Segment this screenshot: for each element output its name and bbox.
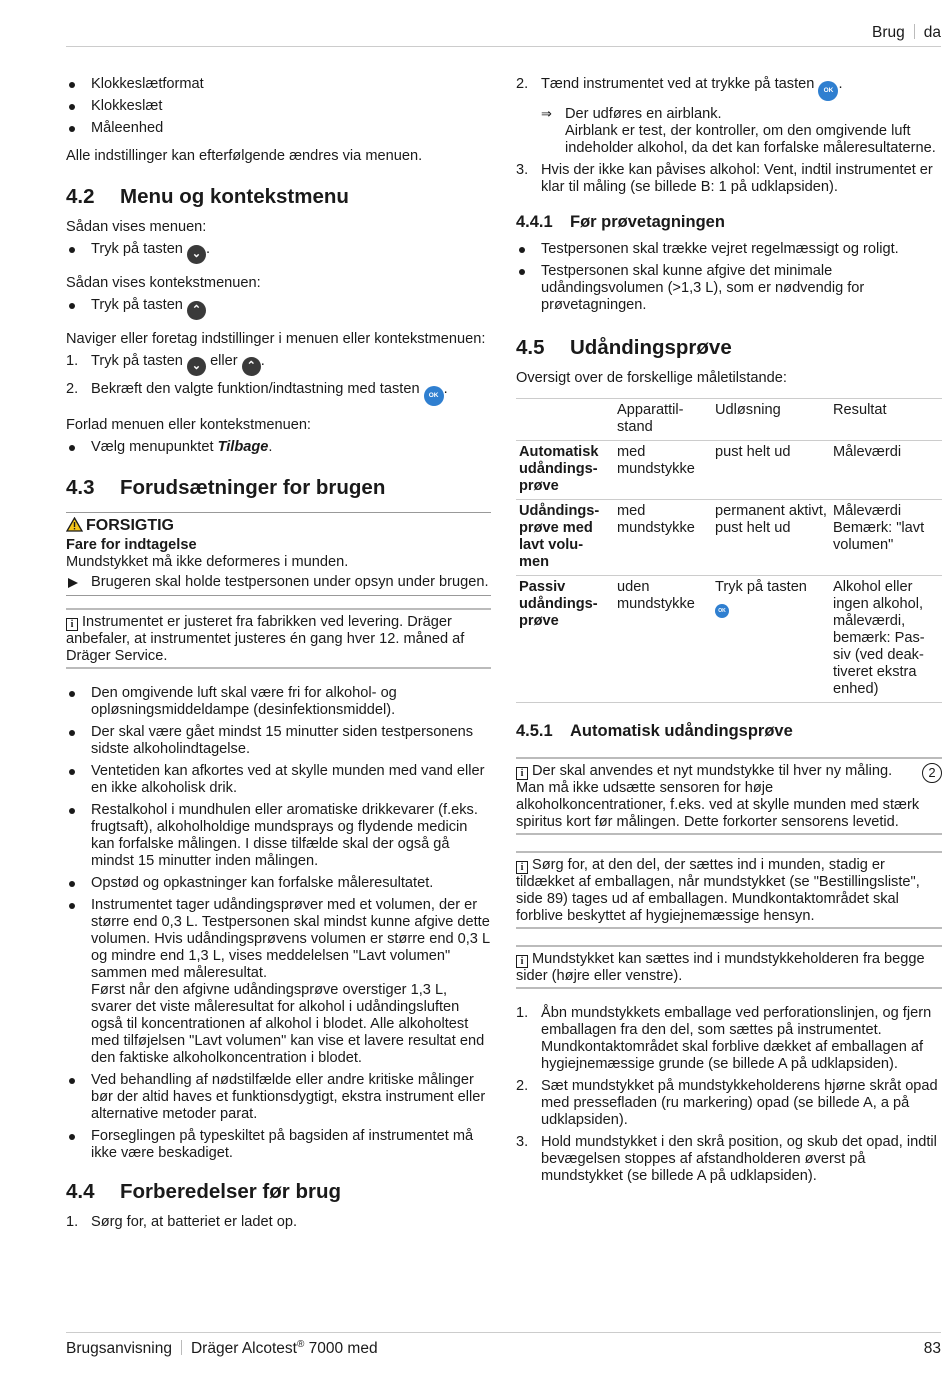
table-cell: Passiv udåndings- prøve bbox=[516, 576, 614, 703]
footer-document: Brugsanvisning bbox=[66, 1340, 172, 1357]
bullet-list bbox=[66, 297, 491, 320]
step-list bbox=[66, 1214, 491, 1231]
paragraph: Forlad menuen eller kontekstmenuen: bbox=[66, 417, 311, 433]
step-list bbox=[516, 76, 942, 101]
caution-action: Brugeren skal holde testpersonen under opsyn under brugen. bbox=[66, 574, 491, 591]
bullet-list bbox=[516, 241, 942, 314]
step-text: Tryk på tasten bbox=[91, 353, 183, 369]
list-item: Ved behandling af nødstilfælde eller andre kritiske målinger bør der altid haves et funktionsdygtigt, ekstra instrument eller alternative metoder parat. bbox=[66, 1072, 491, 1123]
section-title: Menu og kontekstmenu bbox=[120, 185, 349, 208]
section-title: Automatisk udåndingsprøve bbox=[570, 722, 793, 740]
section-number: 4.4.1 bbox=[516, 213, 553, 231]
list-item: Forseglingen på typeskiltet på bagsiden af instrumentet må ikke være beskadiget. bbox=[66, 1128, 491, 1162]
section-heading-4-5-1 bbox=[516, 721, 942, 741]
list-item: Klokkeslæt bbox=[66, 98, 491, 115]
step-text: Hold mundstykket i den skrå position, og skub det opad, indtil bevægelsen stoppes af afstandholderen øverst på mundstykket (se billede A på udklapsiden). bbox=[541, 1134, 937, 1184]
info-note bbox=[516, 945, 942, 989]
section-heading-4-4-1 bbox=[516, 212, 942, 232]
list-item-text: Vælg menupunktet bbox=[91, 439, 214, 455]
bullet-list bbox=[66, 241, 491, 264]
step-number: 3. bbox=[516, 1134, 529, 1150]
list-item: Måleenhed bbox=[66, 120, 491, 137]
list-item-text: Tryk på tasten bbox=[91, 241, 183, 257]
paragraph: Naviger eller foretag indstillinger i menuen eller kontekstmenuen: bbox=[66, 331, 486, 347]
list-item: Restalkohol i mundhulen eller aromatiske drikkevarer (f.eks. frugtsaft), alkoholholdige mundsprays og flydende medicin kan forfalske målingen. I disse tilfælde skal der også gå mindst 15 minutter inden målingen. bbox=[66, 802, 491, 870]
info-icon: i bbox=[516, 767, 528, 780]
menu-item-name: Tilbage bbox=[217, 439, 269, 455]
warning-triangle-icon bbox=[66, 517, 83, 537]
table-cell: pust helt ud bbox=[712, 441, 830, 500]
list-item bbox=[66, 297, 491, 320]
caution-label: FORSIGTIG bbox=[86, 517, 174, 534]
table-row bbox=[516, 576, 942, 703]
note-text: Mundstykket kan sættes ind i mundstykkeholderen fra begge sider (højre eller venstre). bbox=[516, 951, 925, 984]
result-text: ⇒ Der udføres en airblank. bbox=[565, 106, 722, 122]
table-cell: Automatisk udåndings- prøve bbox=[516, 441, 614, 500]
header-divider bbox=[914, 24, 915, 39]
list-item bbox=[66, 897, 491, 1067]
note-text: Instrumentet er justeret fra fabrikken ved levering. Dräger anbefaler, at instrumentet justeres én gang hver 12. måned af Dräger Service. bbox=[66, 614, 465, 664]
section-heading-4-5 bbox=[516, 336, 942, 360]
list-item bbox=[516, 1078, 942, 1129]
list-item: Vælg menupunktet Tilbage. bbox=[66, 439, 491, 456]
marker-2-icon: 2 bbox=[922, 763, 942, 783]
menu-key-icon: ⌄ bbox=[187, 357, 206, 376]
step-list bbox=[516, 1005, 942, 1185]
cell-text: Tryk på tasten bbox=[715, 579, 807, 595]
list-item: Den omgivende luft skal være fri for alkohol- og opløsningsmiddeldampe (desinfektionsmiddel). bbox=[66, 685, 491, 719]
caution-subtitle: Fare for indtagelse bbox=[66, 537, 197, 553]
list-item: Der skal være gået mindst 15 minutter siden testpersonens sidste alkoholindtagelse. bbox=[66, 724, 491, 758]
table-header: Resultat bbox=[830, 399, 942, 441]
list-item: 2. Bekræft den valgte funktion/indtastning med tasten OK . bbox=[66, 381, 491, 406]
info-icon: i bbox=[516, 861, 528, 874]
info-note bbox=[516, 851, 942, 929]
table-cell: Udåndings- prøve med lavt volu- men bbox=[516, 500, 614, 576]
table-header bbox=[516, 399, 614, 441]
step-text: Sørg for, at batteriet er ladet op. bbox=[91, 1214, 298, 1230]
left-column bbox=[66, 76, 491, 1236]
step-number: 2. bbox=[66, 381, 79, 397]
section-title: Udåndingsprøve bbox=[570, 336, 732, 359]
ok-key-icon: OK bbox=[715, 604, 729, 618]
section-heading-4-3 bbox=[66, 476, 491, 500]
section-number: 4.3 bbox=[66, 476, 95, 499]
section-title: Forudsætninger for brugen bbox=[120, 476, 386, 499]
step-number: 1. bbox=[66, 1214, 79, 1230]
paragraph: Alle indstillinger kan efterfølgende ændres via menuen. bbox=[66, 148, 423, 164]
header-language: da bbox=[923, 24, 941, 41]
info-note bbox=[66, 608, 491, 669]
footer-model: 7000 med bbox=[308, 1340, 378, 1357]
section-title: Før prøvetagningen bbox=[570, 213, 725, 231]
step-text: eller bbox=[210, 353, 238, 369]
list-item: 2. Tænd instrumentet ved at trykke på tasten OK . bbox=[516, 76, 942, 101]
table-header-row bbox=[516, 399, 942, 441]
step-text: Hvis der ikke kan påvises alkohol: Vent, indtil instrumentet er klar til måling (se billede B: 1 på udklapsiden). bbox=[541, 162, 933, 195]
note-text: Der skal anvendes et nyt mundstykke til hver ny måling. Man må ikke udsætte sensoren for høje alkoholkoncentrationer, f.eks. ved at skylle munden med stærk spiritus kort før målingen. Dette forkorter sensorens levetid. bbox=[516, 763, 920, 830]
section-number: 4.5.1 bbox=[516, 722, 553, 740]
section-number: 4.5 bbox=[516, 336, 545, 359]
context-key-icon: ⌃ bbox=[242, 357, 261, 376]
context-key-icon: ⌃ bbox=[187, 301, 206, 320]
page-footer bbox=[66, 1332, 941, 1357]
step-text: Bekræft den valgte funktion/indtastning med tasten bbox=[91, 381, 420, 397]
info-note bbox=[516, 757, 942, 835]
registered-mark: ® bbox=[296, 1338, 305, 1350]
step-text: Sæt mundstykket på mundstykkeholderens hjørne skråt opad med pressefladen (ru markering) opad (se billede A, a på udklapsiden). bbox=[541, 1078, 938, 1128]
paragraph: Oversigt over de forskellige måletilstande: bbox=[516, 370, 787, 386]
info-icon: i bbox=[66, 618, 78, 631]
list-item: Testpersonen skal kunne afgive det minimale udåndingsvolumen (>1,3 L), som er nødvendig for prøvetagningen. bbox=[516, 263, 942, 314]
step-number: 3. bbox=[516, 162, 529, 178]
footer-divider bbox=[181, 1340, 182, 1355]
section-heading-4-4 bbox=[66, 1180, 491, 1204]
step-number: 2. bbox=[516, 76, 529, 92]
requirements-list bbox=[66, 685, 491, 1162]
step-list bbox=[516, 162, 942, 196]
table-cell: Måleværdi Bemærk: "lavt volumen" bbox=[830, 500, 942, 576]
bullet-list bbox=[66, 439, 491, 456]
table-cell: uden mundstykke bbox=[614, 576, 712, 703]
info-icon: i bbox=[516, 955, 528, 968]
list-item-text: Først når den afgivne udåndingsprøve overstiger 1,3 L, svarer det viste måleresultat for alkohol i udåndingsluften også til koncentrationen af alkohol i blodet. Alle alkoholtest med tilføjelsen "Lavt volumen" kan vise et lavere resultat end den faktiske alkoholkoncentration i blodet. bbox=[91, 982, 485, 1066]
table-row bbox=[516, 500, 942, 576]
section-title: Forberedelser før brug bbox=[120, 1180, 341, 1203]
list-item-text: Tryk på tasten bbox=[91, 297, 183, 313]
caution-text: Mundstykket må ikke deformeres i munden. bbox=[66, 554, 349, 570]
step-text: Åbn mundstykkets emballage ved perforationslinjen, og fjern emballagen fra den del, som sættes på instrumentet. Mundkontaktområdet skal forblive dækket af emballagen af hygiejnemæssige grunde (se billede A på udklapsiden). bbox=[541, 1005, 932, 1072]
list-item-text: Instrumentet tager udåndingsprøver med et volumen, der er større end 0,3 L. Testpersonen skal mindst kunne afgive dette volumen. Hvis udåndingsprøvens volumen er større end 0,3 L og mindre end 1,3 L, vises meddelelsen "Lavt volumen" sammen med måleresultat. bbox=[91, 897, 490, 981]
page-header bbox=[66, 24, 941, 47]
result-text: Airblank er test, der kontroller, om den omgivende luft indeholder alkohol, da det kan forfalske måleresultaterne. bbox=[565, 123, 936, 156]
ok-key-icon: OK bbox=[818, 81, 838, 101]
table-cell: med mundstykke bbox=[614, 441, 712, 500]
caution-box bbox=[66, 512, 491, 596]
step-result bbox=[516, 106, 942, 157]
measurement-modes-table bbox=[516, 398, 942, 703]
paragraph: Sådan vises kontekstmenuen: bbox=[66, 275, 261, 291]
footer-product: Dräger Alcotest bbox=[190, 1340, 297, 1357]
table-header: Udløsning bbox=[712, 399, 830, 441]
settings-list bbox=[66, 76, 491, 137]
header-section: Brug bbox=[872, 24, 905, 41]
list-item: 1. Tryk på tasten ⌄ eller ⌃ . bbox=[66, 353, 491, 376]
step-number: 1. bbox=[66, 353, 79, 369]
step-number: 2. bbox=[516, 1078, 529, 1094]
table-cell: med mundstykke bbox=[614, 500, 712, 576]
list-item: Ventetiden kan afkortes ved at skylle munden med vand eller en ikke alkoholisk drik. bbox=[66, 763, 491, 797]
list-item bbox=[516, 162, 942, 196]
table-cell bbox=[712, 576, 830, 703]
note-text: Sørg for, at den del, der sættes ind i munden, stadig er tildækket af emballagen, når mundstykket (se "Bestillingsliste", side 89) tages ud af emballagen. Mundkontaktområdet skal forblive beskyttet af hygiejnemæssige hensyn. bbox=[516, 857, 920, 924]
list-item bbox=[516, 1134, 942, 1185]
section-heading-4-2 bbox=[66, 185, 491, 209]
step-list bbox=[66, 353, 491, 406]
page-number: 83 bbox=[923, 1340, 941, 1357]
paragraph: Sådan vises menuen: bbox=[66, 219, 207, 235]
ok-key-icon: OK bbox=[424, 386, 444, 406]
caution-title bbox=[66, 516, 491, 537]
list-item: Klokkeslætformat bbox=[66, 76, 491, 93]
list-item: Testpersonen skal trække vejret regelmæssigt og roligt. bbox=[516, 241, 942, 258]
right-column bbox=[516, 76, 942, 1190]
section-number: 4.2 bbox=[66, 185, 95, 208]
table-cell: Alkohol eller ingen alkohol, måleværdi, bemærk: Pas- siv (ved deak- tiveret ekstra enhed) bbox=[830, 576, 942, 703]
table-header: Apparattil- stand bbox=[614, 399, 712, 441]
table-cell: Måleværdi bbox=[830, 441, 942, 500]
list-item bbox=[66, 1214, 491, 1231]
step-text: Tænd instrumentet ved at trykke på tasten bbox=[541, 76, 815, 92]
table-cell: permanent aktivt, pust helt ud bbox=[712, 500, 830, 576]
step-number: 1. bbox=[516, 1005, 529, 1021]
menu-key-icon: ⌄ bbox=[187, 245, 206, 264]
table-row bbox=[516, 441, 942, 500]
list-item: Opstød og opkastninger kan forfalske måleresultatet. bbox=[66, 875, 491, 892]
section-number: 4.4 bbox=[66, 1180, 95, 1203]
list-item bbox=[516, 1005, 942, 1073]
list-item: Tryk på tasten ⌄ . bbox=[66, 241, 491, 264]
